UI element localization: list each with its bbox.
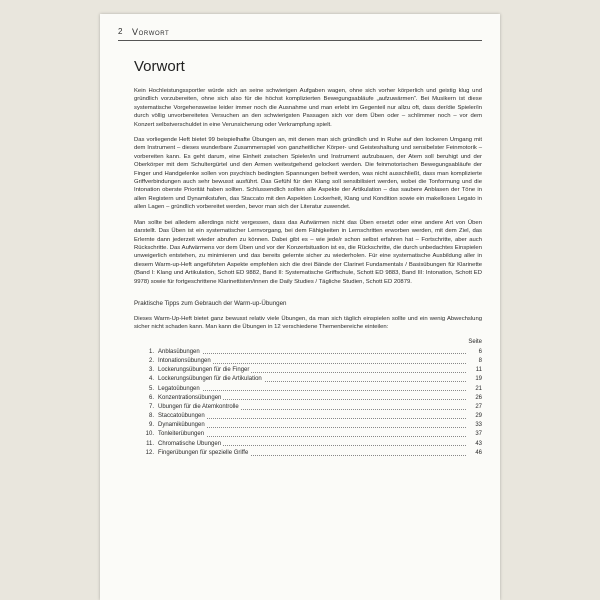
- toc-number: 12.: [145, 449, 154, 456]
- toc-page-number: 33: [475, 422, 482, 429]
- toc-entry-text: Fingerübungen für spezielle Griffe: [158, 449, 249, 456]
- toc-page-number: 46: [475, 449, 482, 456]
- page-header: [118, 24, 482, 41]
- toc-entry-label: [158, 449, 466, 458]
- toc-number: 10.: [145, 431, 154, 438]
- document-page: [100, 14, 500, 600]
- toc-entry-label: [158, 375, 466, 384]
- toc-entry-text: Dynamikübungen: [158, 422, 205, 429]
- toc-page-number: 6: [478, 348, 482, 355]
- toc-page-number: 29: [475, 413, 482, 420]
- paragraph-2: Das vorliegende Heft bietet 99 beispielhafte Übungen an, mit denen man sich gründlich und in Ruhe auf den lockeren Umgang mit dem Instrument – dieses wunderbare Zusammenspiel von ganzheitlicher Körper- und Geisteshaltung und sensibelster Feinmotorik – vorbereiten kann. Es geht darum, eine Einheit zwischen Spieler/in und Instrument aufzubauen, der Atem soll beruhigt und der Oberkörper mit dem Schultergürtel und den Armen weitestgehend gelockert werden. Die feinmotorischen Bewegungsabläufe der Finger und Handgelenke sollen von psychisch bedingten Spannungen befreit werden, was nicht ausschließt, dass man komplizierte Griffverbindungen auch sehr bewusst ausführt. Das Gefühl für den Klang soll sensibilisiert werden, wobei die Tonformung und die Intonation oberste Priorität haben sollten. Schlussendlich sollten alle Aspekte der Artikulation – das saubere Anblasen der Töne in allen Registern und Dynamikstufen, das Staccato mit den Aspekten Lockerheit, Klang und Kondition sowie ein makelloses Legato in allen Lagen – gründlich vorbereitet werden, bevor man sich der Literatur zuwendet.: [134, 137, 482, 211]
- toc-entry-text: Legatoübungen: [158, 385, 200, 392]
- toc-entry-label: [158, 430, 466, 439]
- paragraph-1: Kein Hochleistungssportler würde sich an seine schwierigen Aufgaben wagen, ohne sich vorher körperlich und geistig klug und gründlich vorzubereiten, ohne sich also für die höchst komplizierten Bewegungsabläufe „aufzuwärmen“. Bei Musikern ist diese systematische Vorgehensweise leider immer noch die Ausnahme und man erlebt im Gegenteil nur allzu oft, dass der/die Spieler/in durch völlig unvorbereitetes Versuchen an den schwierigsten Passagen sich vor dem Üben oder – schlimmer noch – vor dem Konzert selbstverschuldet in eine Verunsicherung oder Verkrampfung spielt.: [134, 88, 482, 128]
- toc-row: [134, 421, 482, 430]
- toc-row: [134, 449, 482, 458]
- toc-row: [134, 348, 482, 357]
- toc-row: [134, 385, 482, 394]
- toc-row: [134, 412, 482, 421]
- toc-entry-text: Intonationsübungen: [158, 357, 211, 364]
- toc-number: 6.: [148, 394, 154, 401]
- toc-row: [134, 394, 482, 403]
- toc-row: [134, 440, 482, 449]
- toc-entry-text: Anblasübungen: [158, 348, 200, 355]
- toc-row: [134, 430, 482, 439]
- toc-page-number: 26: [475, 394, 482, 401]
- intro-paragraph: Dieses Warm-Up-Heft bietet ganz bewusst relativ viele Übungen, da man sich täglich einspielen sollte und ein wenig Abwechslung sicher nicht schaden kann. Man kann die Übungen in 12 verschiedene Themenbereiche einteilen:: [134, 315, 482, 331]
- toc-number: 7.: [148, 403, 154, 410]
- toc-entry-label: [158, 385, 466, 394]
- toc-number: 3.: [148, 367, 154, 374]
- toc-page-number: 37: [475, 431, 482, 438]
- toc-entry-text: Staccatoübungen: [158, 413, 205, 420]
- toc-number: 1.: [148, 348, 154, 355]
- toc-page-column-label: Seite: [468, 338, 482, 345]
- toc-page-number: 21: [475, 385, 482, 392]
- toc-page-number: 27: [475, 403, 482, 410]
- page-content: [134, 58, 482, 458]
- toc-entry-label: [158, 357, 466, 366]
- toc-entry-label: [158, 412, 466, 421]
- toc-entry-text: Lockerungsübungen für die Artikulation: [158, 376, 262, 383]
- toc-number: 9.: [148, 422, 154, 429]
- toc-entry-label: [158, 440, 466, 449]
- section-subheading: Praktische Tipps zum Gebrauch der Warm-up-Übungen: [134, 299, 287, 307]
- table-of-contents: [134, 339, 482, 458]
- toc-entry-text: Chromatische Übungen: [158, 440, 222, 447]
- toc-number: 2.: [148, 357, 154, 364]
- toc-row: [134, 357, 482, 366]
- toc-entry-label: [158, 403, 466, 412]
- toc-entry-label: [158, 394, 466, 403]
- toc-row: [134, 375, 482, 384]
- toc-page-number: 11: [475, 367, 482, 374]
- toc-page-number: 8: [478, 357, 482, 364]
- page-number: 2: [118, 27, 124, 36]
- paragraph-3: Man sollte bei alledem allerdings nicht vergessen, dass das Aufwärmen nicht das Üben ersetzt oder eine andere Art von Üben darstellt. Das Üben ist ein systematischer Lernvorgang, bei dem Fähigkeiten in Lernschritten erworben werden, mit dem Ziel, das Erlernte dann jederzeit wieder abrufen zu können. Dabei gibt es – wie jede/r schon selbst erfahren hat – Fortschritte, aber auch Rückschritte. Das Aufwärmens vor dem Üben und vor der Konzertsituation ist es, die Rückschritte, die durch unbedachtes Einspielen unweigerlich entstehen, zu minimieren und das bereits gelernte sicher zu wiederholen. Für eine systematische Ausbildung aller in diesem Warm-up-Heft angeführten Aspekte empfehlen sich die drei Bände der Clarinet Fundamentals / Basisübungen für Klarinette (Band I: Klang und Artikulation, Schott ED 9882, Band II: Systematische Griffschule, Schott ED 9883, Band III: Intonation, Schott ED 9978) sowie für fortgeschrittene Klarinettisten/innen die Daily Studies / Tägliche Studien, Schott ED 20879.: [134, 219, 482, 285]
- toc-entry-label: [158, 348, 466, 357]
- page-title: Vorwort: [134, 58, 185, 75]
- toc-page-number: 43: [475, 440, 482, 447]
- toc-number: 4.: [148, 376, 154, 383]
- toc-row: [134, 366, 482, 375]
- toc-entry-label: [158, 421, 466, 430]
- toc-list: [134, 348, 482, 458]
- toc-number: 8.: [148, 413, 154, 420]
- toc-number: 5.: [148, 385, 154, 392]
- toc-entry-label: [158, 366, 466, 375]
- toc-entry-text: Übungen für die Atemkontrolle: [158, 403, 239, 410]
- toc-row: [134, 403, 482, 412]
- toc-entry-text: Lockerungsübungen für die Finger: [158, 367, 250, 374]
- toc-entry-text: Konzentrationsübungen: [158, 394, 222, 401]
- running-title: Vorwort: [132, 27, 170, 37]
- toc-page-number: 19: [475, 376, 482, 383]
- toc-entry-text: Tonleiterübungen: [158, 431, 205, 438]
- toc-number: 11.: [146, 440, 154, 447]
